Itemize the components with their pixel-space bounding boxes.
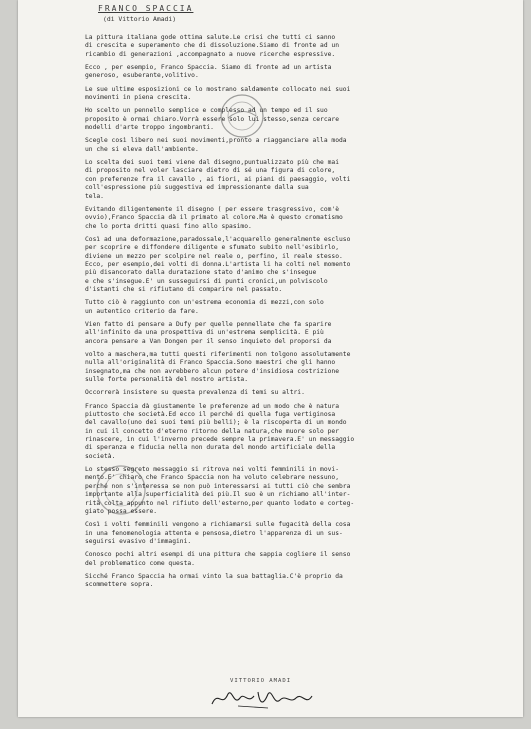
text-line: Ho scelto un pennello semplice e complesso ad un tempo ed il suo	[85, 107, 328, 115]
text-line: Evitando diligentemente il disegno ( per essere trasgressivo, com'è	[85, 205, 340, 213]
paragraph	[85, 321, 473, 346]
paragraph	[85, 137, 473, 154]
paragraph	[85, 351, 473, 384]
text-line: modelli d'arte troppo ingombranti.	[85, 124, 214, 132]
paragraph	[85, 236, 473, 294]
text-line: in una fenomenologia attenta e pensosa,dietro l'apparenza di un sus-	[85, 529, 343, 537]
paragraph	[85, 86, 473, 103]
text-line: Occorrerà insistere su questa prevalenza di temi su altri.	[85, 389, 305, 397]
text-line: generoso, esuberante,volitivo.	[85, 72, 199, 80]
text-line: coll'espressione più suggestiva ed impressionante dalla sua	[85, 184, 309, 192]
paragraph	[85, 466, 473, 516]
text-line: rinascere, in cui l'inverno precede sempre la primavera.E' un messaggio	[85, 436, 355, 444]
article-title: FRANCO SPACCIA	[98, 4, 194, 13]
text-line: Lo stesso segreto messaggio si ritrova nei volti femminili in movi-	[85, 466, 340, 474]
text-line: sulle forte personalità del nostro artista.	[85, 376, 249, 384]
text-line: volto a maschera,ma tutti questi riferimenti non tolgono assolutamente	[85, 351, 351, 358]
text-line: Ecco, per esempio,dei volti di donna.L'artista li ha colti nel momento	[85, 260, 351, 268]
text-line: Sicché Franco Spaccia ha ormai vinto la sua battaglia.C'è proprio da	[85, 572, 343, 580]
text-line: giato possa essere.	[85, 507, 158, 515]
text-line: ricambio di generazioni ,accompagnato a nuove ricerche espressive.	[85, 50, 336, 58]
text-line: di crescita e superamento che di dissoluzione.Siamo di fronte ad un	[85, 42, 340, 50]
text-line: diviene un mezzo per scolpire nel reale o, perfino, il reale stesso.	[85, 252, 343, 260]
text-line: proposito è ormai chiaro.Vorrà essere solo lui stesso,senza cercare	[85, 115, 340, 123]
text-line: in cui il concetto d'eterno ritorno della natura,che muore solo per	[85, 427, 340, 435]
text-line: del cavallo(uno dei suoi temi più belli); è la riscoperta di un mondo	[85, 419, 347, 427]
paragraph	[85, 107, 473, 132]
text-line: Lo scelta dei suoi temi viene dal disegno,puntualizzato più che mai	[85, 159, 340, 167]
text-line: La pittura italiana gode ottima salute.Le crisi che tutti ci sanno	[85, 34, 336, 41]
text-line: di proposito nel voler lasciare dietro di sé una figura di colore,	[85, 167, 336, 175]
text-line: con preferenze fra il cavallo , ai fiori, ai piani di paesaggio, volti	[85, 175, 351, 183]
paragraph	[85, 573, 473, 590]
text-line: Conosco pochi altri esempi di una pittura che sappia cogliere il senso	[85, 551, 351, 559]
text-line: Così ad una deformazione,paradossale,l'acquarello generalmente escluso	[85, 235, 351, 243]
text-line: nulla all'originalità di Franco Spaccia.Sono maestri che gli hanno	[85, 359, 336, 367]
text-line: del problematico come questa.	[85, 559, 195, 567]
document-page	[18, 0, 523, 717]
text-line: rità colta appunto nel rifiuto dell'esterno,per quanto lodato e corteg-	[85, 499, 355, 507]
article-byline: (di Vittorio Amadi)	[103, 15, 177, 23]
paragraph	[85, 389, 473, 397]
text-line: ovvio),Franco Spaccia dà il primato al colore.Ma è questo cromatismo	[85, 214, 343, 222]
text-line: piuttosto che società.Ed ecco il perché di quella fuga vertiginosa	[85, 411, 336, 419]
paragraph	[85, 299, 473, 316]
paragraph	[85, 206, 473, 231]
text-line: scommettere sopra.	[85, 581, 154, 589]
text-line: di speranza e fiducia nella non durata del mondo artificiale della	[85, 444, 336, 452]
text-line: e che s'insegue.E' un susseguirsi di punti cronici,un polviscolo	[85, 277, 328, 285]
text-line: che lo porta dritti quasi fino allo spasimo.	[85, 222, 252, 230]
text-line: all'infinito da una prospettiva di un'estrema semplicità. E più	[85, 329, 324, 337]
text-line: Tutto ciò è raggiunto con un'estrema economia di mezzi,con solo	[85, 299, 324, 307]
signature-name: VITTORIO AMADI	[230, 678, 292, 684]
text-line: più disancorato dalla duratazione stato d'animo che s'insegue	[85, 269, 317, 277]
text-line: tela.	[85, 192, 104, 200]
text-line: Scegle così libero nei suoi movimenti,pronto a riagganciare alla moda	[85, 137, 347, 145]
text-line: società.	[85, 452, 116, 460]
handwritten-signature	[208, 686, 328, 712]
text-line: importante alla superficialità dei più.Il suo è un richiamo all'inter-	[85, 491, 351, 499]
text-line: Ecco , per esempio, Franco Spaccia. Siamo di fronte ad un artista	[85, 64, 332, 72]
text-line: Vien fatto di pensare a Dufy per quelle pennellate che fa sparire	[85, 320, 332, 328]
paragraph	[85, 159, 473, 201]
text-line: Franco Spaccia dà giustamente le preferenze ad un modo che è natura	[85, 402, 340, 410]
paragraph	[85, 521, 473, 546]
text-line: movimenti in piena crescita.	[85, 94, 192, 102]
paragraph	[85, 551, 473, 568]
text-line: Così i volti femminili vengono a richiamarsi sulle fugacità della cosa	[85, 521, 351, 529]
paragraph	[85, 64, 473, 81]
article-body	[85, 34, 473, 595]
text-line: mento.E' chiaro che Franco Spaccia non ha voluto celebrare nessuno,	[85, 474, 340, 482]
text-line: ancora pensare a Van Dongen per il senso inquieto del proporsi da	[85, 337, 332, 345]
text-line: seguirsi evasivo d'immagini.	[85, 537, 192, 545]
text-line: d'istanti che si rifiutano di comparire nel passato.	[85, 285, 283, 293]
text-line: insegnato,ma che non avrebbero alcun potere d'insidiosa costrizione	[85, 367, 340, 375]
text-line: un che si eleva dall'ambiente.	[85, 145, 199, 153]
paragraph	[85, 403, 473, 461]
text-line: per scoprire e diffondere diligente e sfumato subito nell'esibirlo,	[85, 244, 340, 252]
text-line: Le sue ultime esposizioni ce lo mostrano saldamente collocato nei suoi	[85, 85, 351, 93]
paragraph	[85, 34, 473, 59]
text-line: perché non s'interessa se non può interessarsi ai tutti ciò che sembra	[85, 482, 351, 490]
text-line: un autentico criterio da fare.	[85, 307, 199, 315]
